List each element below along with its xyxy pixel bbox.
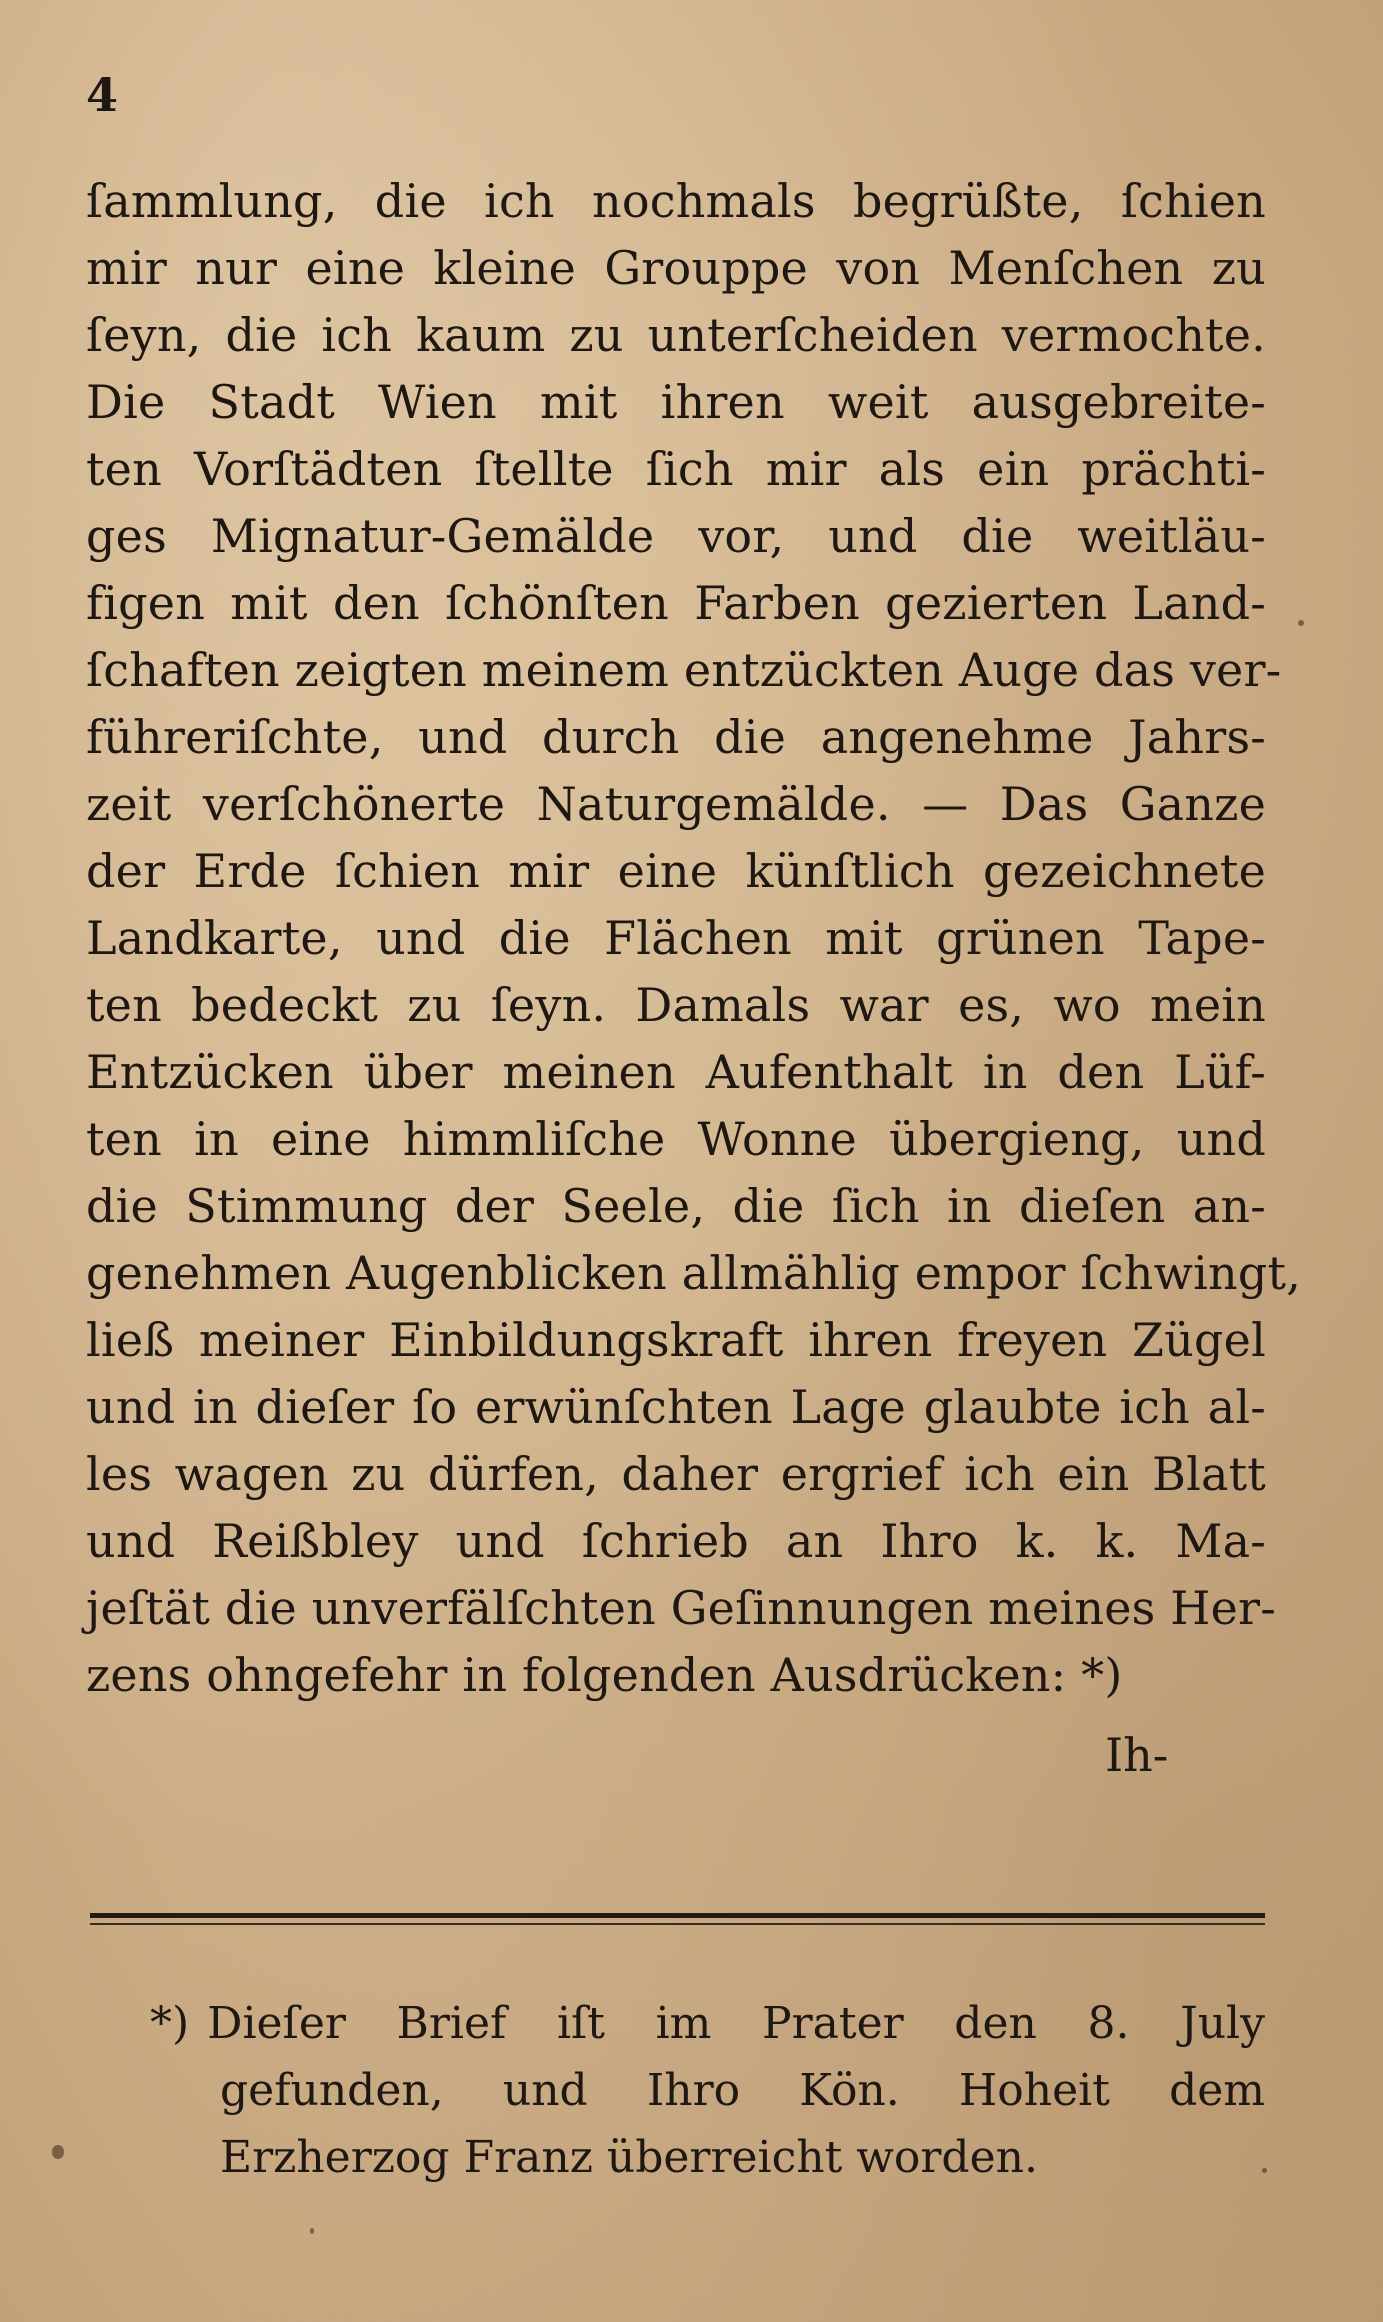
footnote-line [150,1990,1265,2057]
text-line: genehmen Augenblicken allmählig empor ſchwingt, [86,1246,1302,1300]
paper-speck [1262,2168,1267,2173]
text-line: ſeyn, die ich kaum zu unterſcheiden vermochte. [86,308,1266,362]
catchword: Ih- [1105,1728,1169,1782]
text-line: ten in eine himmliſche Wonne übergieng, und [86,1112,1266,1166]
text-line: ten Vorſtädten ſtellte ſich mir als ein prächti- [86,442,1266,496]
text-line: ten bedeckt zu ſeyn. Damals war es, wo mein [86,978,1266,1032]
text-line: mir nur eine kleine Grouppe von Menſchen zu [86,241,1266,295]
footnote-marker: *) [150,1998,190,2049]
text-line: zeit verſchönerte Naturgemälde. — Das Ganze [86,777,1266,831]
text-line: ſchaften zeigten meinem entzückten Auge das ver- [86,643,1282,697]
text-line: und Reißbley und ſchrieb an Ihro k. k. Ma- [86,1514,1266,1568]
footnote-line: Erzherzog Franz überreicht worden. [220,2132,1038,2183]
paper-speck [310,2228,314,2234]
footnote-rule [90,1913,1265,1918]
footnote-rule-thin [90,1923,1265,1925]
paper-speck [1298,620,1304,626]
text-line: führeriſchte, und durch die angenehme Jahrs- [86,710,1266,764]
text-line: ges Mignatur-Gemälde vor, und die weitläu- [86,509,1266,563]
paper-speck [52,2145,64,2159]
text-line: die Stimmung der Seele, die ſich in dieſen an- [86,1179,1266,1233]
text-line: und in dieſer ſo erwünſchten Lage glaubte ich al- [86,1380,1266,1434]
footnote-line: gefunden, und Ihro Kön. Hoheit dem [220,2065,1265,2116]
text-line: jeſtät die unverfälſchten Geſinnungen meines Her- [86,1581,1276,1635]
text-line: figen mit den ſchönſten Farben gezierten Land- [86,576,1266,630]
text-line: zens ohngefehr in folgenden Ausdrücken: *) [86,1648,1123,1702]
footnote-line-text: Dieſer Brief iſt im Prater den 8. July [207,1998,1265,2049]
footnote [150,1990,1265,2191]
text-line: les wagen zu dürfen, daher ergrief ich ein Blatt [86,1447,1266,1501]
text-line: ſammlung, die ich nochmals begrüßte, ſchien [86,174,1266,228]
text-line: Die Stadt Wien mit ihren weit ausgebreite- [86,375,1266,429]
text-line: der Erde ſchien mir eine künſtlich gezeichnete [86,844,1266,898]
text-line: Landkarte, und die Flächen mit grünen Tape- [86,911,1266,965]
text-line: Entzücken über meinen Aufenthalt in den Lüf- [86,1045,1266,1099]
page-number: 4 [86,68,119,122]
body-text [86,168,1302,1709]
text-line: ließ meiner Einbildungskraft ihren freyen Zügel [86,1313,1266,1367]
